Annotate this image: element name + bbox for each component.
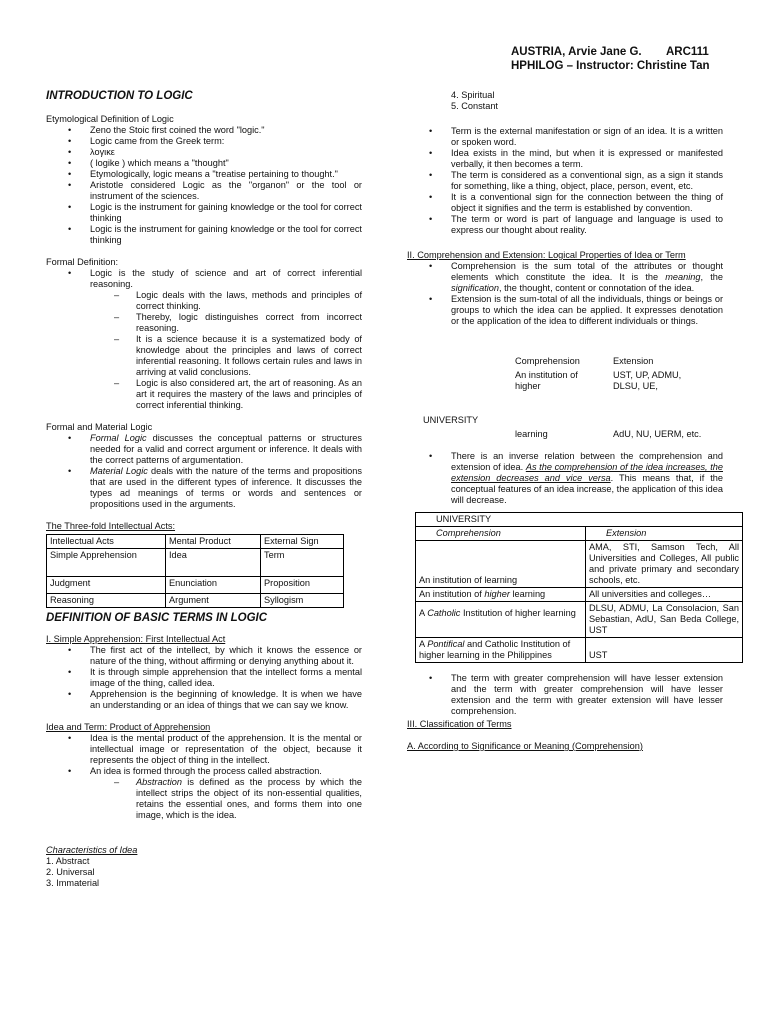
definition: discusses the conceptual patterns or structures needed for a valid and correct argument or inference. It deals with the correct patterns of argumentation.: [90, 433, 362, 465]
list-item: • Logic is the instrument for gaining knowledge or the tool for correct thinking: [46, 224, 362, 246]
list-item: 1. Abstract: [46, 856, 90, 866]
fm-list: [46, 433, 362, 510]
table-cell: Enunciation: [166, 577, 261, 594]
table-row: [47, 577, 344, 594]
table-row: [416, 638, 743, 663]
formal-dash-list: [46, 290, 362, 411]
it-list: [46, 733, 362, 777]
acts-table: [46, 534, 344, 608]
table-title: UNIVERSITY: [416, 513, 743, 527]
table-header: Mental Product: [166, 535, 261, 549]
term: Catholic: [427, 608, 461, 618]
ce-list: [407, 261, 723, 327]
table-cell: Syllogism: [261, 594, 344, 608]
table-cell: An institution of learning: [416, 541, 586, 588]
table-header: Extension: [586, 527, 743, 541]
list-item: • Idea is the mental product of the apprehension. It is the mental or intellectual image or representation of the object, because it represents the object of thing in the intellect.: [46, 733, 362, 766]
example-univ-label: UNIVERSITY: [423, 415, 479, 425]
class-a-heading: A. According to Significance or Meaning (Comprehension): [407, 741, 643, 751]
inverse-list: [407, 451, 723, 506]
greater-list: [407, 673, 723, 717]
emphasis: As the comprehension of the idea increases, the extension decreases and vice versa: [451, 462, 723, 483]
list-item: 2. Universal: [46, 867, 95, 877]
term: Pontifical: [427, 639, 465, 649]
list-item: • The term is considered as a conventional sign, as a sign it stands for something, like a thing, object, place, person, event, etc.: [407, 170, 723, 192]
list-item: • Zeno the Stoic first coined the word "logic.": [46, 125, 362, 136]
list-item: [407, 451, 723, 506]
list-item: • Logic came from the Greek term:: [46, 136, 362, 147]
table-row: [47, 549, 344, 577]
table-cell: [416, 638, 586, 663]
course-instructor: HPHILOG – Instructor: Christine Tan: [511, 60, 710, 72]
term: Formal Logic: [90, 433, 147, 443]
list-item: • It is a conventional sign for the connection between the thing of object it signifies and the term is established by convention.: [407, 192, 723, 214]
list-item: 5. Constant: [451, 101, 498, 111]
class-heading: III. Classification of Terms: [407, 719, 512, 729]
table-cell: DLSU, ADMU, La Consolacion, San Sebastian, AdU, San Beda College, UST: [586, 602, 743, 638]
list-item: 4. Spiritual: [451, 90, 495, 100]
example-extension: UST, UP, ADMU, DLSU, UE,: [613, 370, 682, 391]
formal-list: [46, 268, 362, 290]
table-cell: Reasoning: [47, 594, 166, 608]
text: Institution of higher learning: [460, 608, 576, 618]
list-item: • Logic is the instrument for gaining knowledge or the tool for correct thinking: [46, 202, 362, 224]
text: , the thought, content or connotation of the idea.: [499, 283, 695, 293]
table-cell: Term: [261, 549, 344, 577]
doc-title: INTRODUCTION TO LOGIC: [46, 90, 193, 102]
table-cell: Proposition: [261, 577, 344, 594]
list-item: [46, 777, 362, 821]
table-cell: AMA, STI, Samson Tech, All Universities and Colleges, All public and private primary and secondary schools, etc.: [586, 541, 743, 588]
student-name: AUSTRIA, Arvie Jane G.: [511, 46, 642, 58]
char-heading: Characteristics of Idea: [46, 845, 138, 855]
list-item: – It is a science because it is a systematized body of knowledge about the principles and laws of correct inferential reasoning. It follows certain rules and laws in arriving at valid conclusions.: [46, 334, 362, 378]
table-header: External Sign: [261, 535, 344, 549]
list-item: 3. Immaterial: [46, 878, 100, 888]
table-title-row: [416, 513, 743, 527]
table-cell: All universities and colleges…: [586, 588, 743, 602]
acts-heading: The Three-fold Intellectual Acts:: [46, 521, 176, 531]
text: Comprehension is the sum total of the attributes or thought elements which constitute the idea. It is the: [451, 261, 723, 282]
sa-heading: I. Simple Apprehension: First Intellectual Act: [46, 634, 226, 644]
abstraction-list: [46, 777, 362, 821]
ce-heading: II. Comprehension and Extension: Logical Properties of Idea or Term: [407, 250, 686, 260]
table-header: Intellectual Acts: [47, 535, 166, 549]
sa-list: [46, 645, 362, 711]
it-heading: Idea and Term: Product of Apprehension: [46, 722, 211, 732]
table-header: Comprehension: [416, 527, 586, 541]
list-item: [46, 466, 362, 510]
table-cell: UST: [586, 638, 743, 663]
term: meaning: [665, 272, 701, 282]
fm-heading: Formal and Material Logic: [46, 422, 153, 432]
definition: deals with the nature of the terms and propositions that are used in the different types of inference. It discusses the types ad meanings of terms or words and sentences or propositions used in the arguments.: [90, 466, 362, 509]
section-title: DEFINITION OF BASIC TERMS IN LOGIC: [46, 612, 268, 624]
list-item: • It is through simple apprehension that the intellect forms a mental image of the thing, called idea.: [46, 667, 362, 689]
table-cell: [416, 602, 586, 638]
term: Abstraction: [136, 777, 182, 787]
list-item: • Logic is the study of science and art of correct inferential reasoning.: [46, 268, 362, 290]
list-item: • Idea exists in the mind, but when it is expressed or manifested verbally, it then becomes a term.: [407, 148, 723, 170]
example-comprehension: An institution of higher: [515, 370, 578, 391]
list-item: [46, 433, 362, 466]
table-header-row: [47, 535, 344, 549]
list-item: [407, 261, 723, 294]
formal-heading: Formal Definition:: [46, 257, 118, 267]
list-item: • Aristotle considered Logic as the "organon" or the tool or instrument of the sciences.: [46, 180, 362, 202]
text: . This means that, if the conceptual features of an idea increase, the application of this idea will decrease.: [451, 473, 724, 505]
table-cell: Simple Apprehension: [47, 549, 166, 577]
col-header-extension: Extension: [613, 356, 654, 366]
term: Material Logic: [90, 466, 148, 476]
text: , the: [700, 272, 723, 282]
list-item: • An idea is formed through the process called abstraction.: [46, 766, 362, 777]
left-column: [46, 90, 362, 889]
text: An institution of: [419, 589, 485, 599]
term-list: [407, 126, 723, 236]
list-item: • The term or word is part of language and language is used to express our thought about reality.: [407, 214, 723, 236]
list-item: – Logic deals with the laws, methods and principles of correct thinking.: [46, 290, 362, 312]
table-cell: Idea: [166, 549, 261, 577]
list-item: • Apprehension is the beginning of knowledge. It is when we have an understanding or an idea of things that we can say we know.: [46, 689, 362, 711]
text: learning: [509, 589, 546, 599]
university-table: [415, 512, 743, 663]
list-item: • ( logike ) which means a "thought": [46, 158, 362, 169]
list-item: • Term is the external manifestation or sign of an idea. It is a written or spoken word.: [407, 126, 723, 148]
list-item: • Etymologically, logic means a "treatise pertaining to thought.": [46, 169, 362, 180]
text: A: [419, 639, 428, 649]
example-extension: AdU, NU, UERM, etc.: [613, 429, 702, 439]
text: There is an inverse relation between the comprehension and extension of idea.: [451, 451, 723, 472]
table-cell: [416, 588, 586, 602]
right-column: [407, 90, 739, 752]
term: signification: [451, 283, 500, 293]
etym-heading: Etymological Definition of Logic: [46, 114, 174, 124]
list-item: • λογικε: [46, 147, 362, 158]
example-block: [407, 339, 723, 449]
etym-list: [46, 125, 362, 246]
term: higher: [484, 589, 510, 599]
list-item: – Thereby, logic distinguishes correct from incorrect reasoning.: [46, 312, 362, 334]
definition: is defined as the process by which the intellect strips the object of its non-essential qualities, retains the essential ones, and forms them into one image, which is the idea.: [136, 777, 362, 820]
table-cell: Judgment: [47, 577, 166, 594]
text: and Catholic Institution of higher learning in the Philippines: [419, 639, 571, 660]
table-cell: Argument: [166, 594, 261, 608]
text: A: [419, 608, 428, 618]
list-item: • The first act of the intellect, by which it knows the essence or nature of the thing, without affirming or denying anything about it.: [46, 645, 362, 667]
table-row: [416, 602, 743, 638]
table-row: [47, 594, 344, 608]
table-header-row: [416, 527, 743, 541]
table-row: [416, 541, 743, 588]
list-item: – Logic is also considered art, the art of reasoning. As an art it requires the mastery of the laws and principles of correct inferential thinking.: [46, 378, 362, 411]
course-code: ARC111: [666, 46, 709, 58]
example-comprehension: learning: [515, 429, 548, 439]
table-row: [416, 588, 743, 602]
col-header-comprehension: Comprehension: [515, 356, 580, 366]
list-item: • The term with greater comprehension will have lesser extension and the term with greater comprehension will have lesser extension and the term with greater extension will have lesser comprehension.: [407, 673, 723, 717]
list-item: • Extension is the sum-total of all the individuals, things or beings or groups to which the idea can be applied. It expresses denotation or the application of the idea to different individuals or things.: [407, 294, 723, 327]
